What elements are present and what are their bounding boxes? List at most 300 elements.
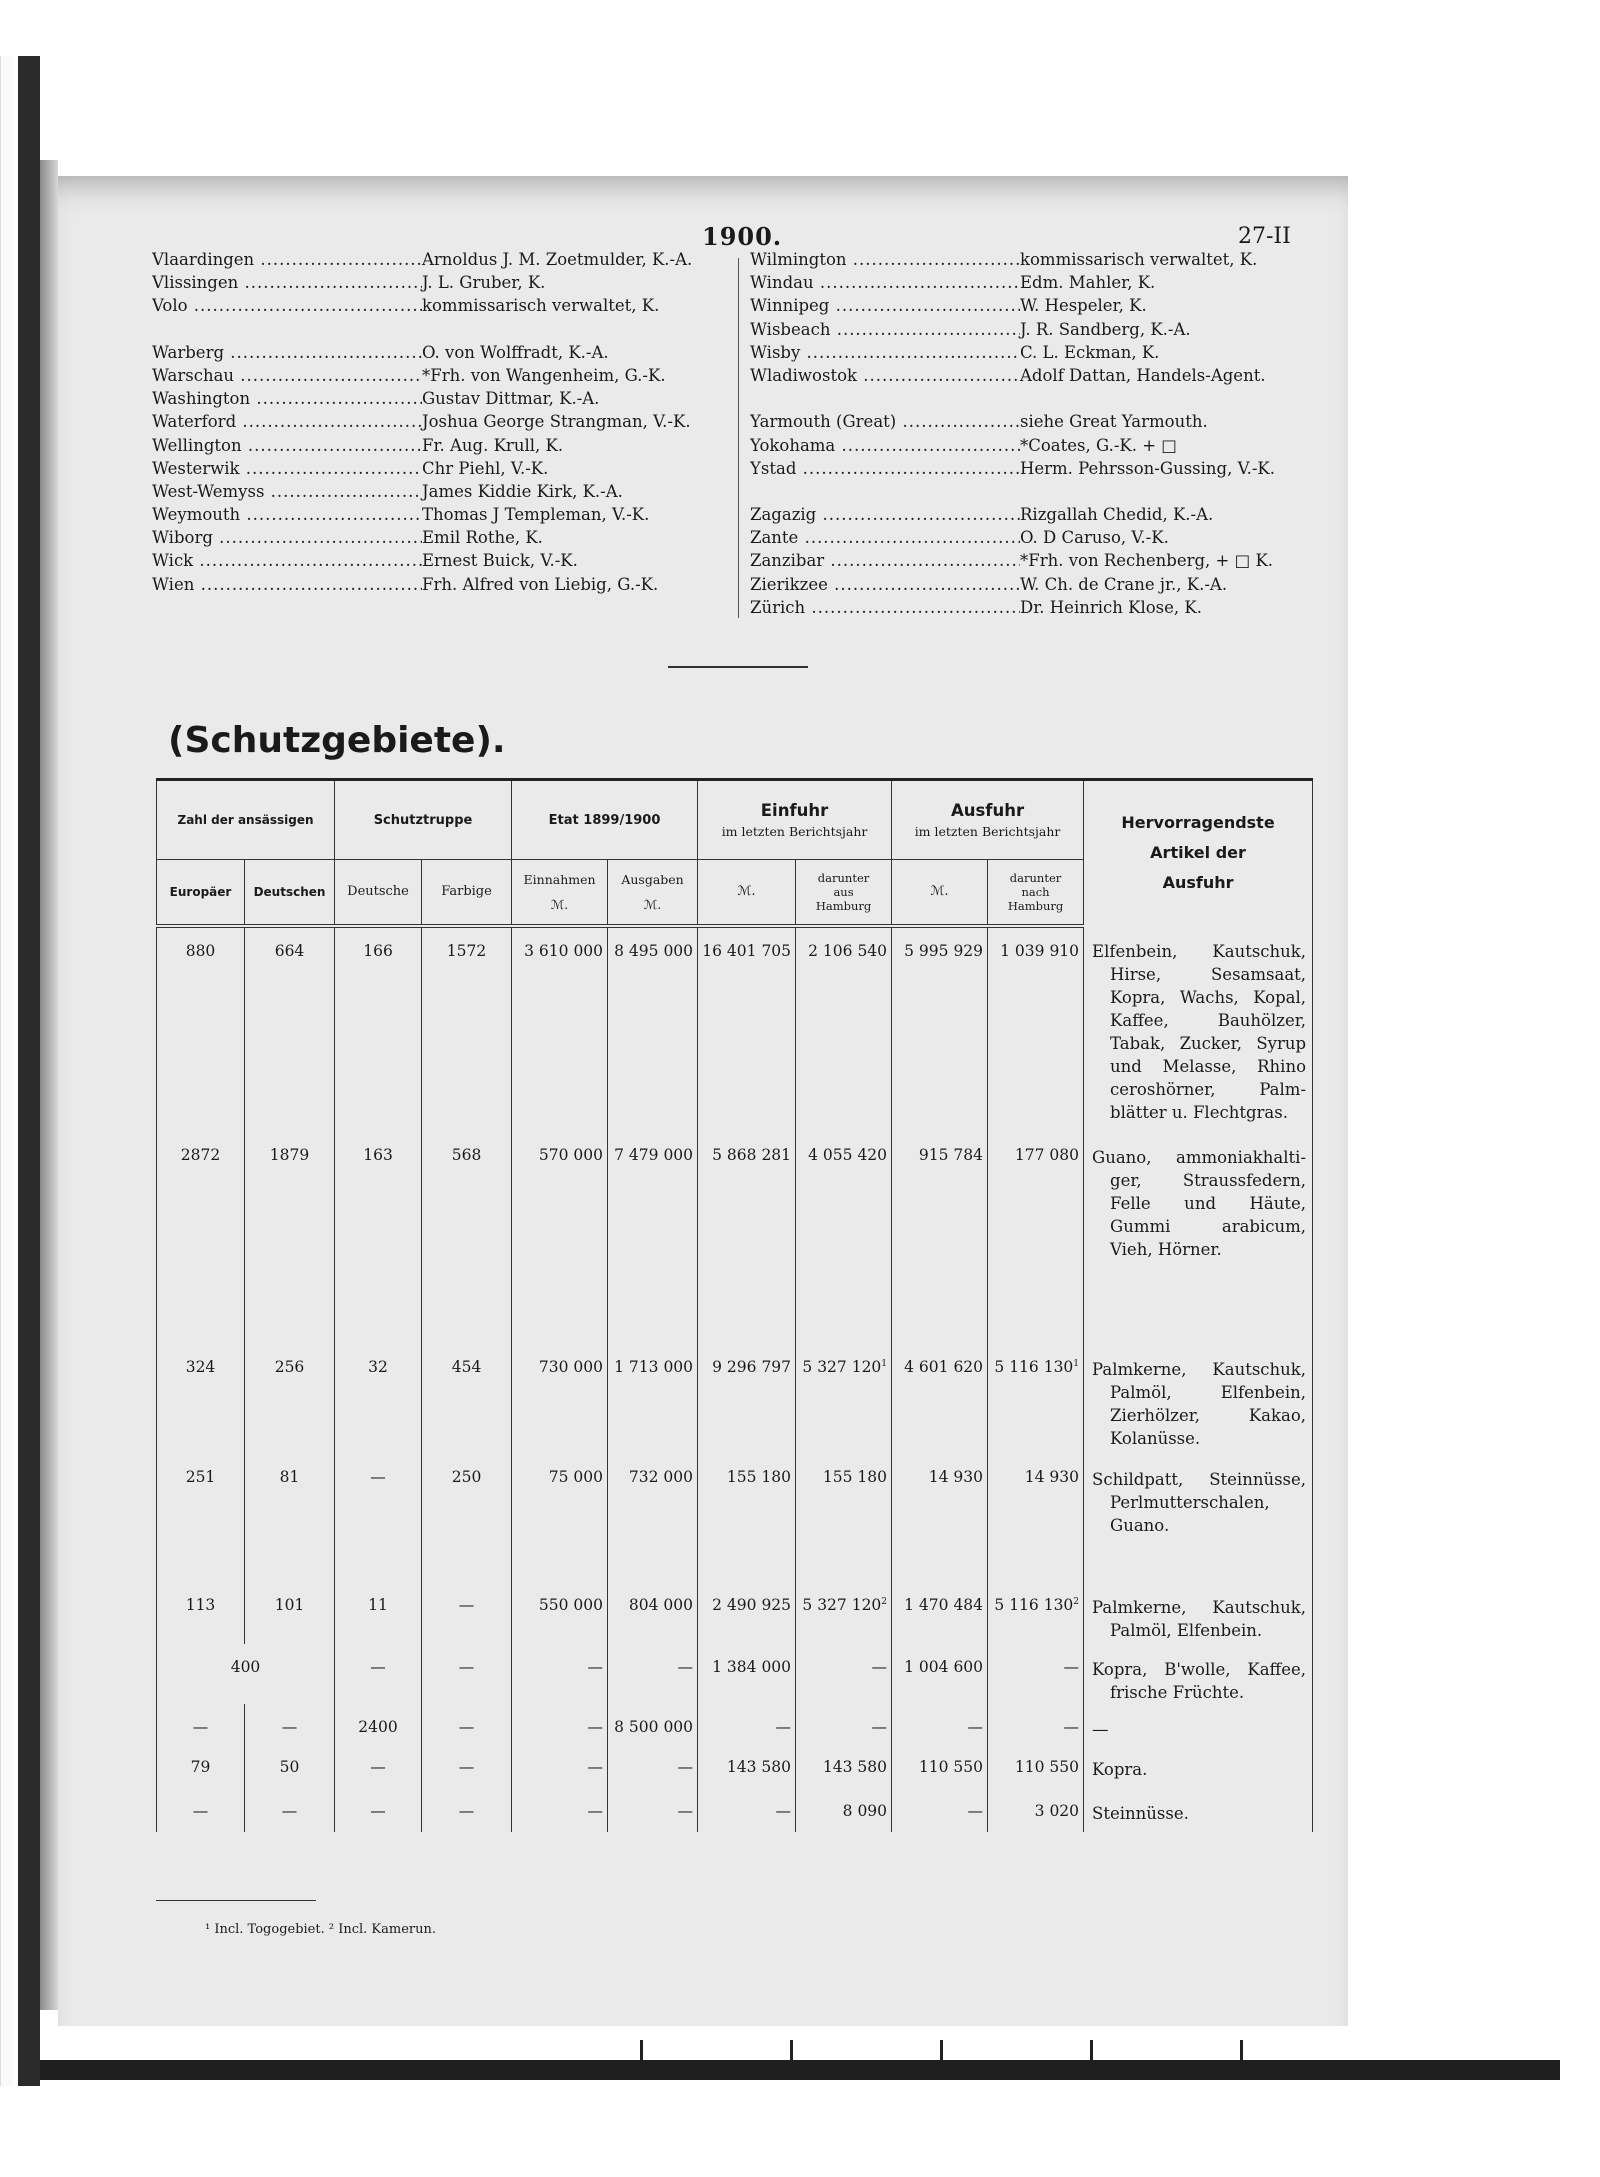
cell-ausfuhr <box>892 1644 988 1704</box>
table-row <box>157 1132 1313 1344</box>
artikel-line: ger, Straussfedern, <box>1110 1170 1307 1190</box>
cell-ausfuhr-hh <box>988 1644 1084 1704</box>
cell-value: 1572 <box>446 941 487 960</box>
artikel-line: Perlmutterschalen, <box>1110 1492 1270 1512</box>
cell-deutschen <box>245 1788 335 1832</box>
cell-value: — <box>458 1595 475 1614</box>
header-schutztruppe: Schutztruppe <box>335 780 512 860</box>
cell-einfuhr <box>698 1454 796 1582</box>
directory-person: Fr. Aug. Krull, K. <box>422 435 564 455</box>
scan-edge <box>0 56 13 2086</box>
cell-ausfuhr <box>892 1454 988 1582</box>
directory-right-entry <box>750 573 1275 596</box>
cell-farbige <box>422 1582 512 1644</box>
artikel-line: blätter u. Flechtgras. <box>1110 1102 1288 1122</box>
cell-deutschen <box>245 1582 335 1644</box>
artikel-line: Kopra. <box>1092 1759 1148 1779</box>
directory-person: Dr. Heinrich Klose, K. <box>1020 597 1202 617</box>
artikel-line: Kopra, B'wolle, Kaffee, <box>1092 1659 1307 1679</box>
artikel-line: Palmöl, Elfenbein. <box>1110 1620 1263 1640</box>
footnote-rule <box>156 1900 316 1901</box>
artikel-line: frische Früchte. <box>1110 1682 1245 1702</box>
cell-value: — <box>281 1717 298 1736</box>
cell-ausfuhr-hh <box>988 1582 1084 1644</box>
cell-value: 804 000 <box>628 1595 694 1614</box>
cell-value: — <box>458 1757 475 1776</box>
section-rule <box>668 666 808 668</box>
directory-right-entry <box>750 549 1275 572</box>
cell-value: 3 020 <box>1034 1801 1080 1820</box>
page-number: 27-II <box>1238 224 1291 249</box>
cell-einfuhr <box>698 1582 796 1644</box>
cell-einfuhr-hh <box>796 1132 892 1344</box>
directory-person: C. L. Eckman, K. <box>1020 342 1160 362</box>
cell-value: 5 995 929 <box>904 941 984 960</box>
cell-value: 324 <box>185 1357 216 1376</box>
cell-ausfuhr <box>892 1344 988 1454</box>
cell-farbige <box>422 1788 512 1832</box>
directory-left-entry <box>152 526 692 549</box>
cell-einfuhr-hh <box>796 926 892 1132</box>
directory-right-entry <box>750 341 1275 364</box>
cell-value: 14 930 <box>1024 1467 1080 1486</box>
cell-farbige <box>422 1344 512 1454</box>
cell-value: 75 000 <box>548 1467 604 1486</box>
cell-europaer <box>157 1788 245 1832</box>
directory-left-entry <box>152 480 692 503</box>
cell-value: 1 004 600 <box>904 1657 984 1676</box>
cell-value: 163 <box>363 1145 393 1164</box>
column-divider <box>738 258 739 618</box>
directory-right-entry <box>750 248 1275 271</box>
cell-value: 732 000 <box>628 1467 694 1486</box>
cell-deutschen <box>245 1132 335 1344</box>
cell-einfuhr-hh <box>796 1454 892 1582</box>
directory-right-entry <box>750 364 1275 387</box>
directory-left-column <box>152 248 692 596</box>
header-einfuhr-label: Einfuhr <box>760 801 829 820</box>
header-einfuhr-sub: im letzten Berichtsjahr <box>721 824 868 839</box>
cell-value: 2400 <box>358 1717 398 1736</box>
directory-person: kommissarisch verwaltet, K. <box>422 296 660 316</box>
footnote-marker: 1 <box>881 1358 888 1369</box>
directory-left-entry <box>152 341 692 364</box>
cell-value: 8 500 000 <box>614 1717 694 1736</box>
cell-einfuhr <box>698 1704 796 1744</box>
directory-person: O. von Wolffradt, K.-A. <box>422 342 609 362</box>
directory-place: Yarmouth (Great) ..... <box>750 410 1020 433</box>
directory-person: Adolf Dattan, Handels-Agent. <box>1020 365 1266 385</box>
cell-ausfuhr-hh <box>988 1344 1084 1454</box>
artikel-line: Tabak, Zucker, Syrup <box>1110 1033 1307 1053</box>
artikel-line: Kaffee, Bauhölzer, <box>1110 1010 1307 1030</box>
page-year: 1900. <box>702 222 783 251</box>
cell-einfuhr <box>698 1788 796 1832</box>
directory-right-entry <box>750 526 1275 549</box>
directory-person: *Coates, G.-K. + □ <box>1020 435 1177 455</box>
directory-person: J. R. Sandberg, K.-A. <box>1020 319 1191 339</box>
directory-left-entry <box>152 503 692 526</box>
cell-einfuhr <box>698 1132 796 1344</box>
cell-deutschen <box>245 926 335 1132</box>
directory-place: Zürich ..... <box>750 596 1020 619</box>
cell-combined <box>157 1644 335 1704</box>
cell-value: 2 106 540 <box>808 941 888 960</box>
cell-einfuhr-hh <box>796 1704 892 1744</box>
cell-einnahmen <box>512 1582 608 1644</box>
cell-value: 81 <box>279 1467 300 1486</box>
cell-ausfuhr-hh <box>988 1704 1084 1744</box>
artikel-line: Gummi arabicum, <box>1110 1216 1307 1236</box>
directory-person: *Frh. von Rechenberg, + □ K. <box>1020 551 1274 571</box>
artikel-line: Palmöl, Elfenbein, <box>1110 1382 1307 1402</box>
cell-europaer <box>157 1344 245 1454</box>
directory-left-entry <box>152 294 692 317</box>
header-einnahmen <box>512 860 608 926</box>
directory-place: Wisbeach ..... <box>750 318 1020 341</box>
directory-place: Wick ..... <box>152 549 422 572</box>
cell-europaer <box>157 926 245 1132</box>
header-einnahmen-label: Einnahmen <box>523 871 596 887</box>
header-zahl: Zahl der ansässigen <box>157 780 335 860</box>
table-row <box>157 1788 1313 1832</box>
cell-value: 1 384 000 <box>712 1657 792 1676</box>
directory-place: Westerwik ..... <box>152 457 422 480</box>
directory-person: Rizgallah Chedid, K.-A. <box>1020 505 1214 525</box>
cell-einfuhr-hh <box>796 1644 892 1704</box>
cell-europaer <box>157 1582 245 1644</box>
cell-value: — <box>587 1717 604 1736</box>
directory-right-entry <box>750 294 1275 317</box>
cell-ausfuhr <box>892 1788 988 1832</box>
directory-person: Gustav Dittmar, K.-A. <box>422 389 600 409</box>
cell-deutsche <box>335 1788 422 1832</box>
cell-farbige <box>422 1704 512 1744</box>
section-title: (Schutzgebiete). <box>168 720 506 761</box>
directory-place: Warberg ..... <box>152 341 422 364</box>
cell-value: 250 <box>451 1467 482 1486</box>
directory-right-entry <box>750 410 1275 433</box>
cell-value: 454 <box>451 1357 482 1376</box>
cell-artikel <box>1084 1744 1313 1788</box>
header-ausfuhr-hamburg: darunter nach Hamburg <box>988 860 1084 926</box>
cell-value: — <box>370 1757 386 1776</box>
cell-value: — <box>192 1717 209 1736</box>
directory-place: Windau ..... <box>750 271 1020 294</box>
directory-person: O. D Caruso, V.-K. <box>1020 528 1169 548</box>
directory-person: Joshua George Strangman, V.-K. <box>422 412 691 432</box>
cell-value: — <box>192 1801 209 1820</box>
cell-value: 880 <box>185 941 216 960</box>
cell-einfuhr <box>698 926 796 1132</box>
artikel-line: Kolanüsse. <box>1110 1428 1201 1448</box>
cell-value: — <box>775 1801 792 1820</box>
directory-place: Zierikzee ..... <box>750 573 1020 596</box>
cell-value: 7 479 000 <box>614 1145 694 1164</box>
cell-ausgaben <box>608 1744 698 1788</box>
cell-value: — <box>1063 1657 1080 1676</box>
directory-person: Herm. Pehrsson-Gussing, V.-K. <box>1020 458 1276 478</box>
cell-value: — <box>458 1801 475 1820</box>
cell-artikel <box>1084 1704 1313 1744</box>
directory-spacer <box>750 387 1275 410</box>
cell-farbige <box>422 1454 512 1582</box>
cell-value: 9 296 797 <box>712 1357 792 1376</box>
cell-ausgaben <box>608 1788 698 1832</box>
cell-value: 5 327 120 <box>802 1595 882 1614</box>
header-ausfuhr-total: ℳ. <box>892 860 988 926</box>
cell-deutsche <box>335 1582 422 1644</box>
cell-value: 570 000 <box>538 1145 604 1164</box>
cell-value: — <box>967 1801 984 1820</box>
directory-person: James Kiddie Kirk, K.-A. <box>422 481 623 501</box>
cell-value: 113 <box>185 1595 216 1614</box>
cell-value: — <box>775 1717 792 1736</box>
cell-value: 155 180 <box>822 1467 888 1486</box>
cell-value: 50 <box>279 1757 300 1776</box>
cell-ausfuhr-hh <box>988 1454 1084 1582</box>
table-row <box>157 1744 1313 1788</box>
cell-value: — <box>458 1657 475 1676</box>
footnote-marker: 2 <box>1073 1596 1080 1607</box>
header-ausgaben-unit: ℳ. <box>643 896 662 912</box>
header-ausfuhr-sub: im letzten Berichtsjahr <box>914 824 1061 839</box>
directory-place: Zagazig ..... <box>750 503 1020 526</box>
cell-artikel <box>1084 1644 1313 1704</box>
cell-artikel <box>1084 1454 1313 1582</box>
cell-value: 16 401 705 <box>702 941 792 960</box>
cell-value: 110 550 <box>918 1757 984 1776</box>
cell-value: — <box>1063 1717 1080 1736</box>
directory-person: J. L. Gruber, K. <box>422 273 546 293</box>
header-etat: Etat 1899/1900 <box>512 780 698 860</box>
cell-value: — <box>281 1801 298 1820</box>
footnotes: ¹ Incl. Togogebiet. ² Incl. Kamerun. <box>205 1922 436 1937</box>
artikel-line: — <box>1092 1719 1109 1739</box>
cell-deutsche <box>335 1344 422 1454</box>
cell-value: — <box>370 1801 386 1820</box>
cell-einnahmen <box>512 1644 608 1704</box>
cell-value: 8 495 000 <box>614 941 694 960</box>
cell-value: 1 713 000 <box>614 1357 694 1376</box>
header-ausfuhr-label: Ausfuhr <box>950 801 1025 820</box>
artikel-line: Guano. <box>1110 1515 1170 1535</box>
cell-einnahmen <box>512 1788 608 1832</box>
directory-right-entry <box>750 457 1275 480</box>
header-ausgaben-label: Ausgaben <box>621 871 684 887</box>
directory-place: Volo ..... <box>152 294 422 317</box>
directory-left-entry <box>152 457 692 480</box>
directory-place: Zanzibar ..... <box>750 549 1020 572</box>
cell-deutsche <box>335 1704 422 1744</box>
directory-place: Washington ..... <box>152 387 422 410</box>
cell-value: — <box>458 1717 475 1736</box>
directory-person: Emil Rothe, K. <box>422 528 543 548</box>
cell-einfuhr <box>698 1644 796 1704</box>
directory-person: Ernest Buick, V.-K. <box>422 551 578 571</box>
table-row <box>157 926 1313 1132</box>
cell-deutschen <box>245 1744 335 1788</box>
cell-ausfuhr-hh <box>988 1744 1084 1788</box>
cell-einfuhr-hh <box>796 1582 892 1644</box>
cell-value: 730 000 <box>538 1357 604 1376</box>
header-einfuhr-hamburg: darunter aus Hamburg <box>796 860 892 926</box>
cell-einfuhr-hh <box>796 1788 892 1832</box>
cell-deutsche <box>335 926 422 1132</box>
directory-person: kommissarisch verwaltet, K. <box>1020 250 1258 269</box>
cell-europaer <box>157 1744 245 1788</box>
cell-value: — <box>871 1717 888 1736</box>
artikel-line: Zierhölzer, Kakao, <box>1110 1405 1307 1425</box>
cell-ausgaben <box>608 926 698 1132</box>
cell-einnahmen <box>512 926 608 1132</box>
cell-value: 11 <box>368 1595 388 1614</box>
cell-ausfuhr <box>892 1744 988 1788</box>
cell-artikel <box>1084 1788 1313 1832</box>
cell-value: — <box>587 1801 604 1820</box>
cell-value: 101 <box>274 1595 305 1614</box>
cell-einfuhr <box>698 1344 796 1454</box>
directory-place: Wellington ..... <box>152 434 422 457</box>
cell-value: 5 116 130 <box>994 1595 1074 1614</box>
cell-value: 32 <box>368 1357 388 1376</box>
cell-value: 400 <box>230 1657 261 1676</box>
cell-value: — <box>677 1657 694 1676</box>
cell-value: — <box>370 1467 386 1486</box>
cell-ausfuhr-hh <box>988 1132 1084 1344</box>
artikel-line: Schildpatt, Steinnüsse, <box>1092 1469 1307 1489</box>
cell-value: 143 580 <box>726 1757 792 1776</box>
scan-bottom-ticks <box>640 2040 1320 2060</box>
table-body <box>157 926 1313 1832</box>
cell-farbige <box>422 926 512 1132</box>
footnote-marker: 1 <box>1073 1358 1080 1369</box>
directory-right-entry <box>750 318 1275 341</box>
cell-value: 915 784 <box>918 1145 984 1164</box>
directory-person: Chr Piehl, V.-K. <box>422 458 549 478</box>
directory-person: Arnoldus J. M. Zoetmulder, K.-A. <box>422 250 693 269</box>
artikel-line: ceroshörner, Palm- <box>1110 1079 1307 1099</box>
directory-place: Yokohama ..... <box>750 434 1020 457</box>
directory-left-entry <box>152 364 692 387</box>
directory-left-entry <box>152 410 692 433</box>
header-artikel: Hervorragendste Artikel der Ausfuhr <box>1084 780 1313 926</box>
cell-ausgaben <box>608 1132 698 1344</box>
header-deutschen: Deutschen <box>245 860 335 926</box>
cell-deutschen <box>245 1704 335 1744</box>
directory-place: Zante ..... <box>750 526 1020 549</box>
header-einfuhr <box>698 780 892 860</box>
header-deutsche: Deutsche <box>335 860 422 926</box>
cell-value: 1 470 484 <box>904 1595 984 1614</box>
directory-person: Edm. Mahler, K. <box>1020 273 1156 293</box>
cell-value: — <box>370 1657 386 1676</box>
cell-value: — <box>587 1657 604 1676</box>
directory-spacer <box>152 318 692 341</box>
cell-value: — <box>587 1757 604 1776</box>
directory-person: siehe Great Yarmouth. <box>1020 412 1208 432</box>
directory-person: W. Hespeler, K. <box>1020 296 1147 316</box>
cell-deutsche <box>335 1644 422 1704</box>
directory-place: West-Wemyss ..... <box>152 480 422 503</box>
cell-ausfuhr <box>892 1704 988 1744</box>
cell-value: 251 <box>185 1467 216 1486</box>
directory-left-entry <box>152 549 692 572</box>
cell-einnahmen <box>512 1132 608 1344</box>
cell-europaer <box>157 1132 245 1344</box>
cell-einnahmen <box>512 1704 608 1744</box>
directory-place: Winnipeg ..... <box>750 294 1020 317</box>
cell-value: 4 601 620 <box>904 1357 984 1376</box>
cell-ausfuhr-hh <box>988 926 1084 1132</box>
cell-value: — <box>871 1657 888 1676</box>
cell-value: 1 039 910 <box>1000 941 1080 960</box>
cell-einfuhr-hh <box>796 1344 892 1454</box>
artikel-line: Palmkerne, Kautschuk, <box>1092 1597 1307 1617</box>
colonies-table <box>156 778 1312 1832</box>
directory-place: Waterford ..... <box>152 410 422 433</box>
directory-left-entry <box>152 434 692 457</box>
artikel-line: Palmkerne, Kautschuk, <box>1092 1359 1307 1379</box>
directory-left-entry <box>152 271 692 294</box>
cell-deutschen <box>245 1344 335 1454</box>
cell-value: 8 090 <box>842 1801 888 1820</box>
cell-ausfuhr <box>892 1132 988 1344</box>
cell-value: 166 <box>363 941 393 960</box>
table-row <box>157 1704 1313 1744</box>
cell-farbige <box>422 1644 512 1704</box>
artikel-line: Elfenbein, Kautschuk, <box>1092 941 1307 961</box>
cell-value: 256 <box>274 1357 305 1376</box>
directory-person: W. Ch. de Crane jr., K.-A. <box>1020 574 1228 594</box>
page-gutter <box>40 160 58 2010</box>
cell-einnahmen <box>512 1744 608 1788</box>
header-ausfuhr <box>892 780 1084 860</box>
cell-value: — <box>677 1801 694 1820</box>
header-farbige: Farbige <box>422 860 512 926</box>
directory-person: Frh. Alfred von Liebig, G.-K. <box>422 574 659 594</box>
directory-right-column <box>750 248 1275 619</box>
cell-artikel <box>1084 1344 1313 1454</box>
cell-einfuhr <box>698 1744 796 1788</box>
directory-place: Ystad ..... <box>750 457 1020 480</box>
directory-right-entry <box>750 271 1275 294</box>
table-row <box>157 1644 1313 1704</box>
table-row <box>157 1454 1313 1582</box>
cell-value: 5 327 120 <box>802 1357 882 1376</box>
table-row <box>157 1582 1313 1644</box>
cell-europaer <box>157 1704 245 1744</box>
cell-ausgaben <box>608 1644 698 1704</box>
cell-value: 664 <box>274 941 305 960</box>
header-ausgaben <box>608 860 698 926</box>
directory-place: Weymouth ..... <box>152 503 422 526</box>
cell-value: 155 180 <box>726 1467 792 1486</box>
cell-ausgaben <box>608 1582 698 1644</box>
directory-left-entry <box>152 387 692 410</box>
table-row <box>157 1344 1313 1454</box>
cell-value: 177 080 <box>1014 1145 1080 1164</box>
cell-ausfuhr-hh <box>988 1788 1084 1832</box>
directory-right-entry <box>750 596 1275 619</box>
cell-value: — <box>677 1757 694 1776</box>
directory-place: Vlaardingen ..... <box>152 248 422 271</box>
directory-place: Wien ..... <box>152 573 422 596</box>
directory-place: Wisby ..... <box>750 341 1020 364</box>
cell-farbige <box>422 1744 512 1788</box>
directory-place: Warschau ..... <box>152 364 422 387</box>
artikel-line: Steinnüsse. <box>1092 1803 1189 1823</box>
